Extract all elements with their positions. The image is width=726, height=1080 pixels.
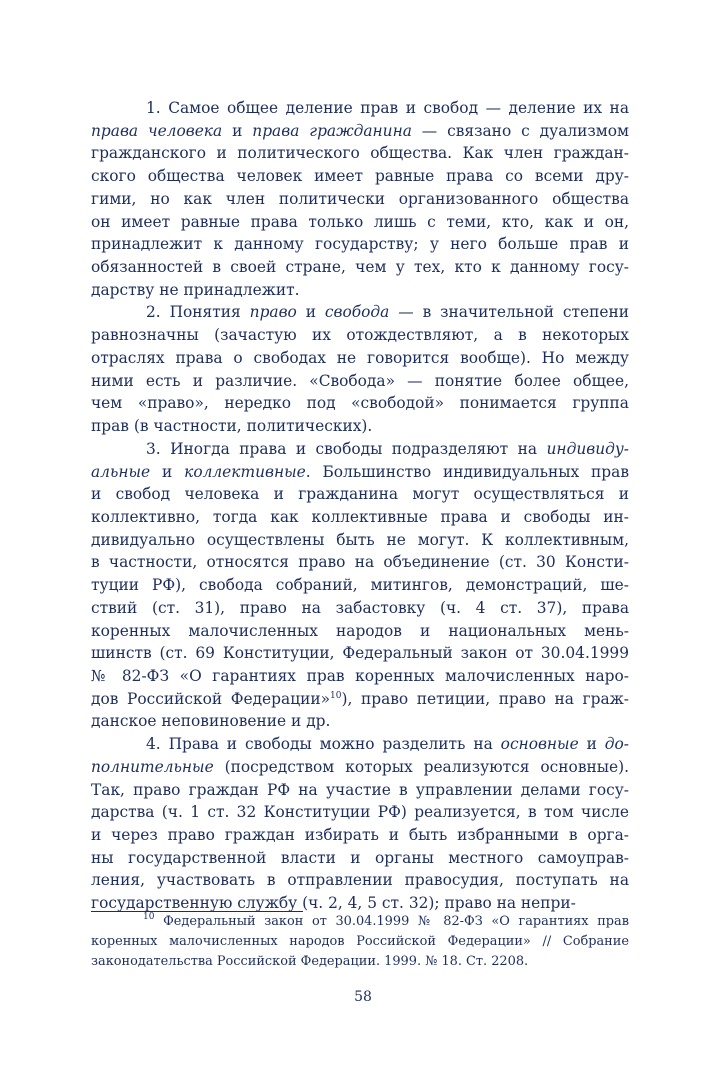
text-run: дарства (ч. 1 ст. 32 Конституции РФ) реализуется, в том числе: [91, 803, 629, 822]
text-run: гими, но как член политически организованного общества: [91, 189, 629, 208]
body-line: [91, 233, 629, 256]
body-line: [91, 688, 629, 711]
body-line: [91, 597, 629, 620]
text-run: и: [578, 735, 605, 754]
text-run: коренных малочисленных народов Российской Федерации» // Собрание: [91, 934, 629, 949]
text-run: Так, право граждан РФ на участие в управлении делами госу-: [91, 780, 629, 799]
body-line: [91, 97, 629, 120]
text-run: отраслях права о свободах не говорится вообще). Но между: [91, 348, 629, 367]
body-line: [91, 620, 629, 643]
page-number: 58: [354, 989, 372, 1005]
text-run: № 82-ФЗ «О гарантиях прав коренных малочисленных наро-: [91, 666, 629, 685]
body-line: [91, 438, 629, 461]
body-line: [91, 779, 629, 802]
footnote-ref: 10: [143, 912, 155, 922]
body-line: [91, 756, 629, 779]
body-line: [91, 211, 629, 234]
text-run: коллективные: [184, 462, 306, 481]
text-run: чем «право», нередко под «свободой» понимается группа: [91, 394, 629, 413]
text-run: свобода: [324, 303, 390, 322]
text-run: дов Российской Федерации»: [91, 689, 331, 708]
text-run: Федеральный закон от 30.04.1999 № 82-ФЗ «О гарантиях прав: [154, 914, 629, 929]
body-line: [91, 506, 629, 529]
text-run: право: [249, 303, 297, 322]
body-line: [91, 415, 629, 438]
footnote-block: [91, 912, 629, 972]
body-line: [91, 801, 629, 824]
text-run: права человека: [91, 121, 223, 140]
text-run: полнительные: [91, 757, 214, 776]
footnote-line: [91, 912, 629, 932]
text-run: 2. Понятия: [146, 303, 250, 322]
body-line: [91, 483, 629, 506]
body-line: [91, 869, 629, 892]
footnote-line: [91, 932, 629, 952]
body-text: [91, 97, 629, 915]
text-run: 4. Права и свободы можно разделить на: [146, 735, 501, 754]
text-run: до-: [604, 735, 630, 754]
body-line: [91, 120, 629, 143]
text-run: коллективно, тогда как коллективные права и свободы ин-: [91, 507, 629, 526]
text-run: — связано с дуализмом: [411, 121, 630, 140]
text-run: обязанностей в своей стране, чем у тех, кто к данному госу-: [91, 258, 629, 277]
text-run: основные: [500, 735, 579, 754]
text-run: индивиду-: [546, 439, 629, 458]
text-run: (посредством которых реализуются основные).: [213, 757, 629, 776]
text-run: ствий (ст. 31), право на забастовку (ч. 4 ст. 37), права: [91, 598, 629, 617]
text-run: он имеет равные права только лишь с теми, кто, как и он,: [91, 212, 629, 231]
text-run: права гражданина: [252, 121, 412, 140]
body-line: [91, 324, 629, 347]
body-line: [91, 165, 629, 188]
body-line: [91, 665, 629, 688]
footnote-ref: 10: [330, 690, 342, 701]
text-run: коренных малочисленных народов и национальных мень-: [91, 621, 629, 640]
footnote-line: [91, 952, 629, 972]
body-line: [91, 642, 629, 665]
body-line: [91, 461, 629, 484]
text-run: ), право петиции, право на граж-: [341, 689, 630, 708]
text-run: туции РФ), свобода собраний, митингов, демонстраций, ше-: [91, 576, 629, 595]
body-line: [91, 847, 629, 870]
text-run: шинств (ст. 69 Конституции, Федеральный закон от 30.04.1999: [91, 644, 629, 663]
body-line: [91, 824, 629, 847]
text-run: принадлежит к данному государству; у него больше прав и: [91, 235, 629, 254]
text-run: гражданского и политического общества. Как член граждан-: [91, 144, 629, 163]
text-run: 3. Иногда права и свободы подразделяют на: [146, 439, 547, 458]
body-line: [91, 710, 629, 733]
body-line: [91, 142, 629, 165]
body-line: [91, 279, 629, 302]
text-run: государственную службу (ч. 2, 4, 5 ст. 32); право на непри-: [91, 894, 576, 913]
text-run: ны государственной власти и органы местного самоуправ-: [91, 848, 629, 867]
text-run: и: [150, 462, 185, 481]
text-run: дивидуально осуществлены быть не могут. К коллективным,: [91, 530, 629, 549]
body-line: [91, 188, 629, 211]
text-run: данское неповиновение и др.: [91, 712, 331, 731]
text-run: ления, участвовать в отправлении правосудия, поступать на: [91, 871, 629, 890]
text-run: и свобод человека и гражданина могут осуществляться и: [91, 485, 629, 504]
text-run: . Большинство индивидуальных прав: [305, 462, 629, 481]
text-run: альные: [91, 462, 151, 481]
body-line: [91, 392, 629, 415]
text-run: 1. Самое общее деление прав и свобод — деление их на: [146, 99, 629, 117]
body-line: [91, 733, 629, 756]
body-line: [91, 574, 629, 597]
text-run: и: [296, 303, 325, 322]
text-run: и через право граждан избирать и быть избранными в орга-: [91, 826, 629, 844]
body-line: [91, 301, 629, 324]
text-run: дарству не принадлежит.: [91, 280, 300, 299]
text-run: прав (в частности, политических).: [91, 417, 373, 436]
text-run: законодательства Российской Федерации. 1999. № 18. Ст. 2208.: [91, 954, 529, 969]
text-run: ского общества человек имеет равные права со всеми дру-: [91, 167, 629, 186]
text-run: в частности, относятся право на объединение (ст. 30 Консти-: [91, 553, 629, 572]
body-line: [91, 551, 629, 574]
text-run: ними есть и различие. «Свобода» — понятие более общее,: [91, 371, 629, 390]
body-line: [91, 370, 629, 393]
text-run: и: [222, 121, 253, 140]
body-line: [91, 529, 629, 552]
text-run: — в значительной степени: [389, 303, 630, 322]
body-line: [91, 256, 629, 279]
text-run: равнозначны (зачастую их отождествляют, а в некоторых: [91, 326, 629, 345]
body-line: [91, 347, 629, 370]
